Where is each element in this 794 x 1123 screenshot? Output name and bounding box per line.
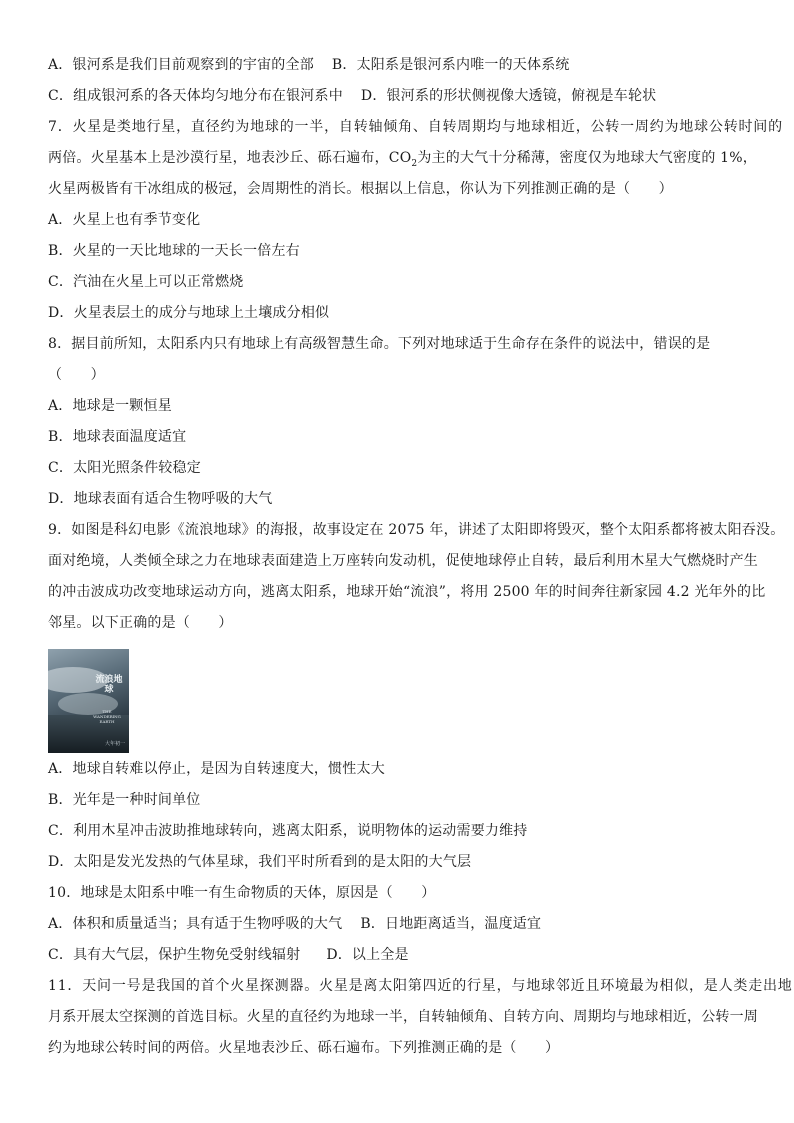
q7-option-a: A．火星上也有季节变化: [48, 212, 201, 228]
q9-option-a: A．地球自转难以停止，是因为自转速度大，惯性太大: [48, 761, 385, 777]
q10-option-c: C．具有大气层，保护生物免受射线辐射: [48, 947, 301, 963]
q10-stem: 10．地球是太阳系中唯一有生命物质的天体，原因是（ ）: [48, 885, 436, 901]
q10-option-a: A．体积和质量适当；具有适于生物呼吸的大气: [48, 916, 343, 932]
q9-option-b: B．光年是一种时间单位: [48, 792, 201, 808]
poster-footer: 大年初一: [104, 741, 125, 747]
q8-option-a: A．地球是一颗恒星: [48, 398, 172, 414]
q7-stem-line-1: 7．火星是类地行星，直径约为地球的一半，自转轴倾角、自转周期均与地球相近，公转一周约为地球公转时间的: [48, 119, 783, 135]
q9-option-c: C．利用木星冲击波助推地球转向，逃离太阳系，说明物体的运动需要力维持: [48, 823, 528, 839]
q6-option-c: C．组成银河系的各天体均匀地分布在银河系中: [48, 88, 343, 104]
q7-option-c: C．汽油在火星上可以正常燃烧: [48, 274, 244, 290]
exam-page: [48, 50, 793, 1064]
q10-options-row-2: [48, 940, 768, 971]
movie-poster-image: [48, 649, 129, 753]
q10-options-row-1: [48, 909, 768, 940]
q6-option-b: B．太阳系是银河系内唯一的天体系统: [331, 57, 570, 73]
q9-stem-line-1: 9．如图是科幻电影《流浪地球》的海报，故事设定在 2075 年，讲述了太阳即将毁灭，整个太阳系都将被太阳吞没。: [48, 522, 785, 538]
q11-stem-line-3: 约为地球公转时间的两倍。火星地表沙丘、砾石遍布。下列推测正确的是（ ）: [48, 1040, 560, 1056]
poster-title: 流浪地球: [95, 675, 123, 695]
q10-option-d: D．以上全是: [326, 947, 409, 963]
q6-option-a: A．银河系是我们目前观察到的宇宙的全部: [48, 57, 314, 73]
q9-stem-line-4: 邻星。以下正确的是（ ）: [48, 615, 233, 631]
q9-figure: [48, 639, 768, 754]
q6-options-row-1: [48, 50, 768, 81]
q7-option-b: B．火星的一天比地球的一天长一倍左右: [48, 243, 300, 259]
q7-stem-line-3: 火星两极皆有干冰组成的极冠，会周期性的消长。根据以上信息，你认为下列推测正确的是（ ）: [48, 181, 673, 197]
q8-stem-line-2: （ ）: [48, 367, 105, 383]
q10-option-b: B．日地距离适当，温度适宜: [360, 916, 542, 932]
q6-option-d: D．银河系的形状侧视像大透镜，俯视是车轮状: [360, 88, 657, 104]
q8-option-d: D．地球表面有适合生物呼吸的大气: [48, 491, 273, 507]
q8-option-c: C．太阳光照条件较稳定: [48, 460, 201, 476]
q7-stem-line-2: 两倍。火星基本上是沙漠行星，地表沙丘、砾石遍布，$CO_2$为主的大气十分稀薄，密度仅为地球大气密度的 1%，: [48, 150, 757, 169]
poster-caption: THE WANDERING EARTH: [93, 709, 121, 724]
q11-stem-line-2: 月系开展太空探测的首选目标。火星的直径约为地球一半，自转轴倾角、自转方向、周期均与地球相近，公转一周: [48, 1009, 758, 1025]
q7-option-d: D．火星表层土的成分与地球上土壤成分相似: [48, 305, 330, 321]
q6-options-row-2: [48, 81, 768, 112]
q9-stem-line-3: 的冲击波成功改变地球运动方向，逃离太阳系，地球开始“流浪”，将用 2500 年的时间奔往新家园 4.2 光年外的比: [48, 584, 766, 600]
q8-option-b: B．地球表面温度适宜: [48, 429, 187, 445]
q9-option-d: D．太阳是发光发热的气体星球，我们平时所看到的是太阳的大气层: [48, 854, 472, 870]
q9-stem-line-2: 面对绝境，人类倾全球之力在地球表面建造上万座转向发动机，促使地球停止自转，最后利用木星大气燃烧时产生: [48, 553, 758, 569]
q11-stem-line-1: 11．天问一号是我国的首个火星探测器。火星是离太阳第四近的行星，与地球邻近且环境最为相似，是人类走出地: [48, 978, 793, 994]
q8-stem-line-1: 8．据目前所知，太阳系内只有地球上有高级智慧生命。下列对地球适于生命存在条件的说法中，错误的是: [48, 336, 711, 352]
